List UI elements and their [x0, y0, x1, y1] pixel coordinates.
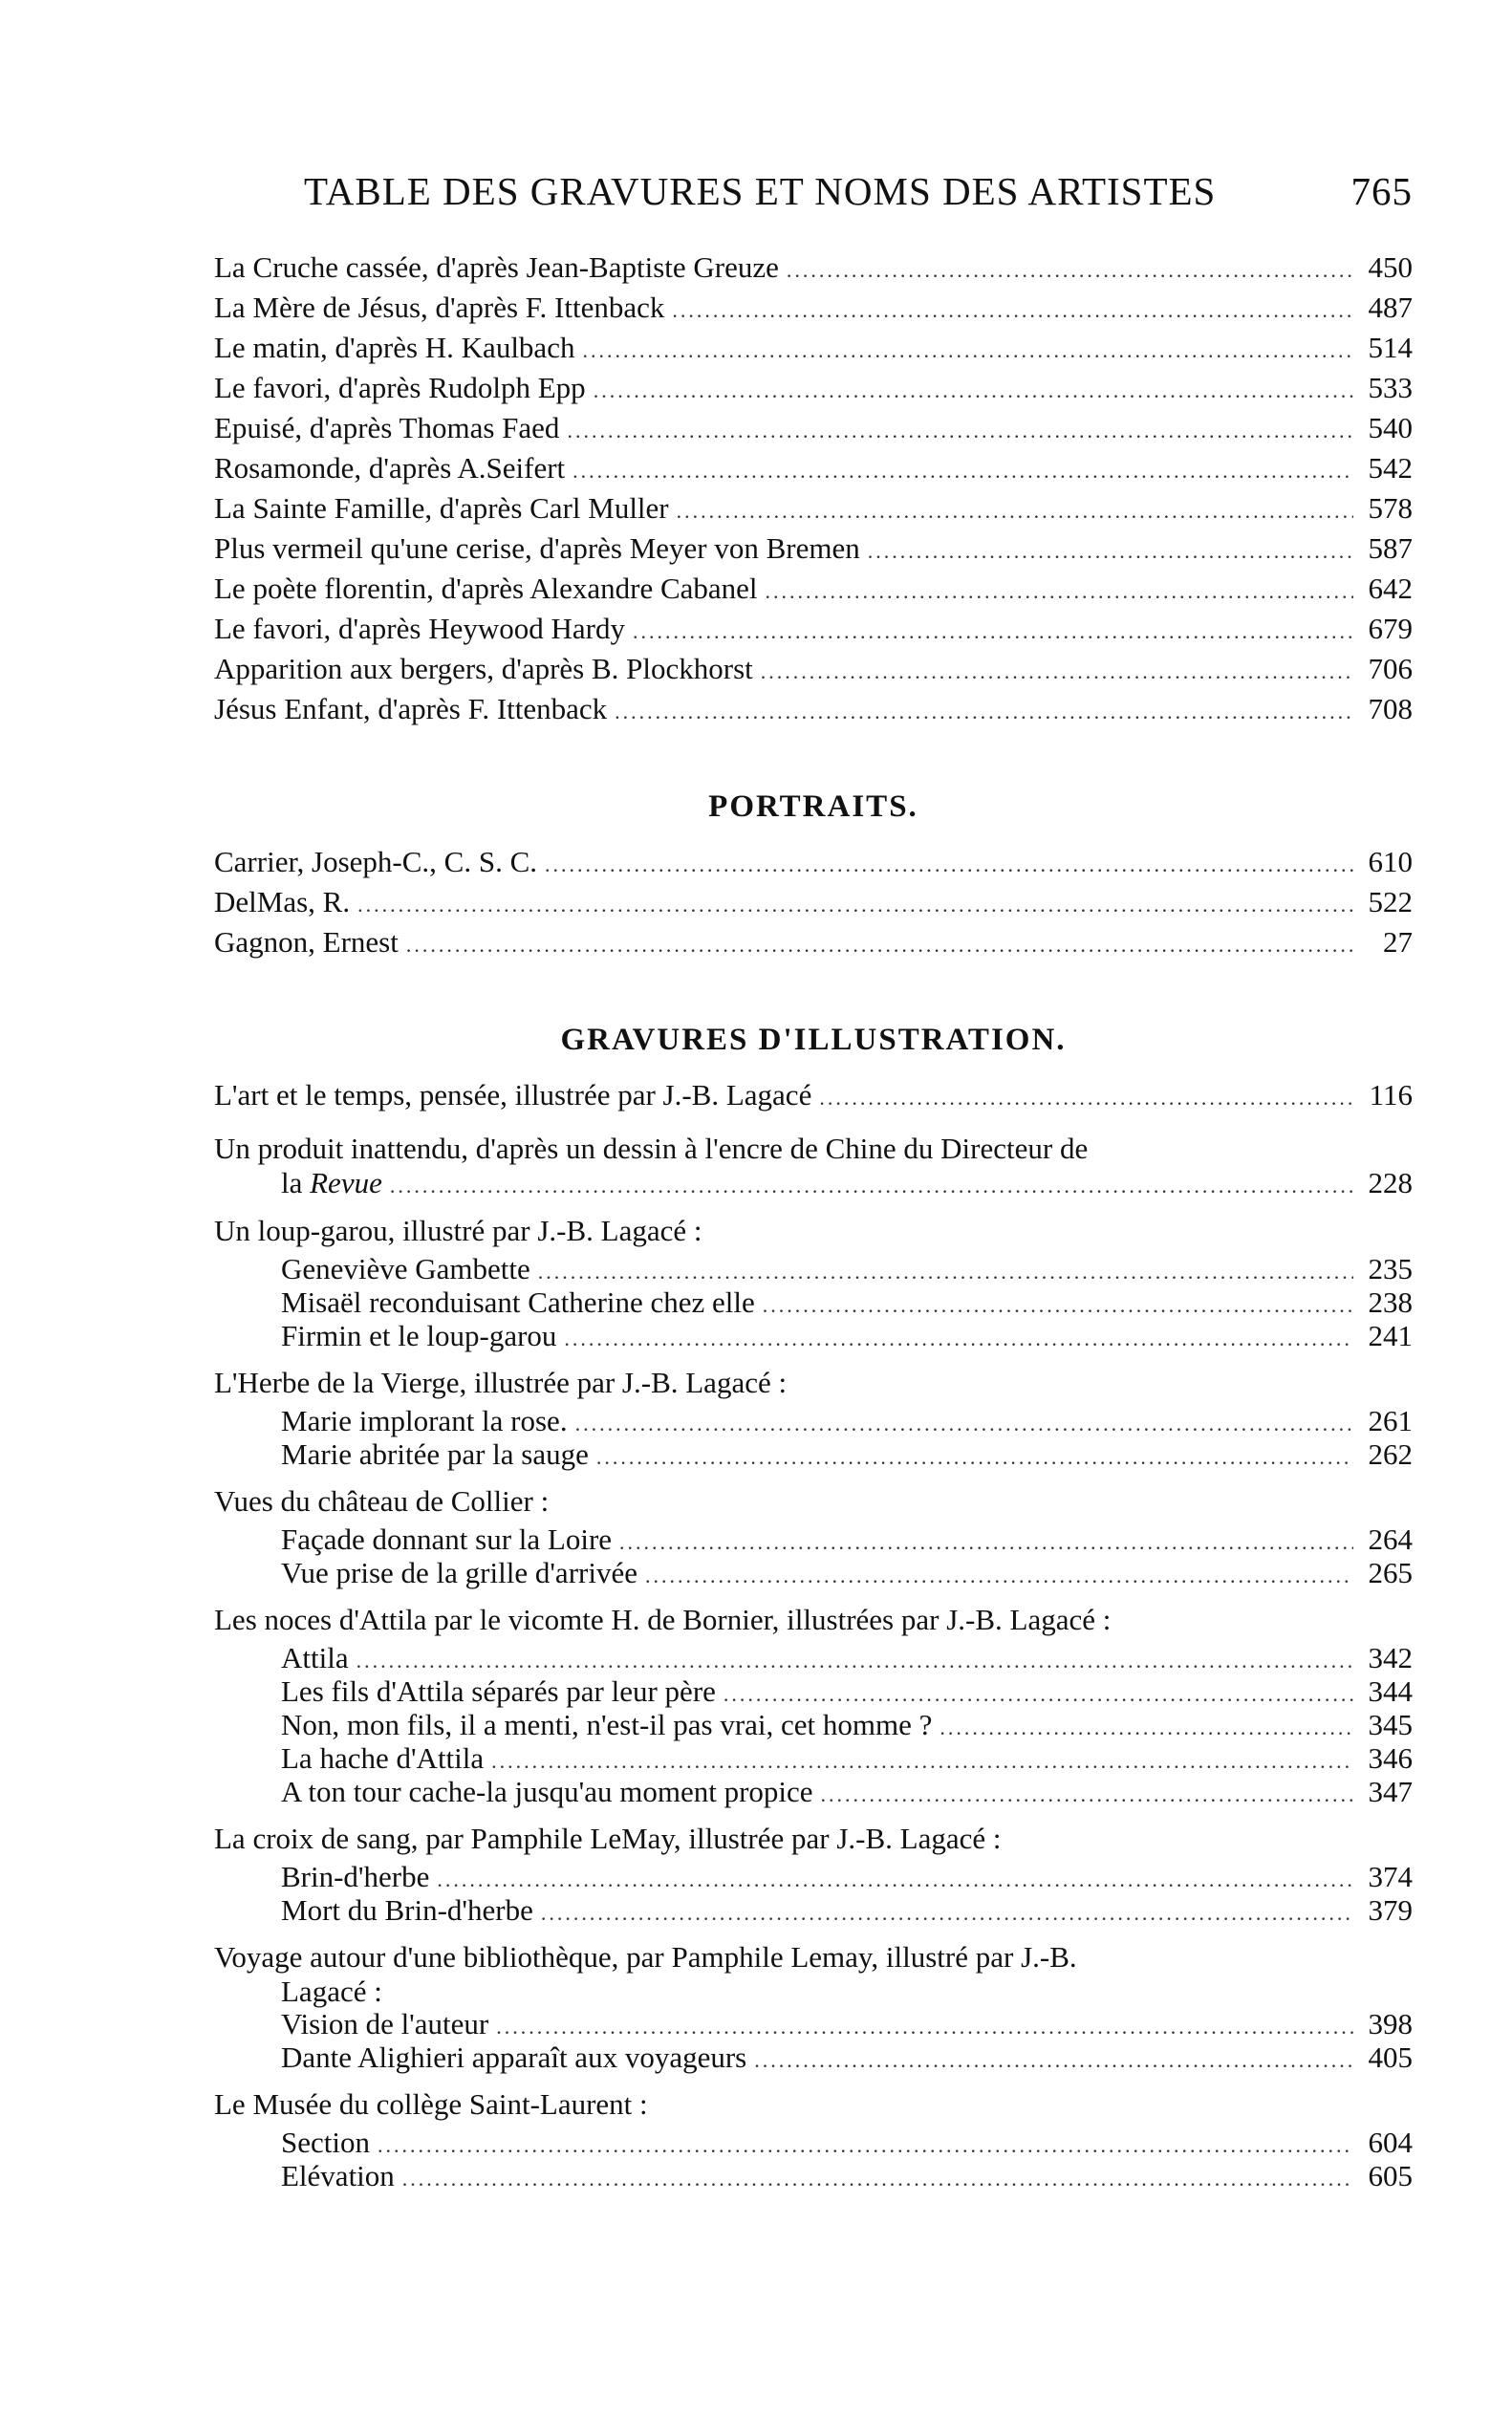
list-item: Elévation ..... 605: [214, 2159, 1413, 2192]
dot-leader: [615, 700, 1353, 724]
dot-leader: [761, 659, 1353, 684]
page-number: 765: [1350, 169, 1413, 213]
dot-leader: [356, 1649, 1353, 1673]
list-group-heading: Le Musée du collège Saint-Laurent :: [214, 2087, 648, 2121]
list-group-heading: Voyage autour d'une bibliothèque, par Pamphile Lemay, illustré par J.-B.: [214, 1940, 1077, 1974]
dot-leader: [754, 2048, 1353, 2073]
list-group-heading: Un loup-garou, illustré par J.-B. Lagacé :: [214, 1214, 702, 1247]
dot-leader: [677, 499, 1353, 524]
list-item: La Mère de Jésus, d'après F. Ittenback ..... 487: [214, 291, 1413, 331]
dot-leader: [787, 258, 1353, 283]
list-item: Carrier, Joseph-C., C. S. C. ..... 610: [214, 845, 1413, 885]
portraits-heading: PORTRAITS.: [708, 789, 918, 824]
list-item: Section ..... 604: [214, 2126, 1413, 2159]
list-item: Marie abritée par la sauge ..... 262: [214, 1437, 1413, 1471]
list-item: Le matin, d'après H. Kaulbach ..... 514: [214, 331, 1413, 371]
list-item: Le favori, d'après Heywood Hardy ..... 679: [214, 612, 1413, 652]
dot-leader: [572, 459, 1353, 484]
dot-leader: [564, 1327, 1353, 1351]
list-item: Le favori, d'après Rudolph Epp ..... 533: [214, 371, 1413, 411]
illustrations-heading: GRAVURES D'ILLUSTRATION.: [560, 1023, 1067, 1057]
list-item: Non, mon fils, il a menti, n'est-il pas vrai, cet homme ? ..... 345: [214, 1708, 1413, 1741]
dot-leader: [724, 1682, 1353, 1707]
list-item: Marie implorant la rose. ..... 261: [214, 1404, 1413, 1437]
dot-leader: [390, 1174, 1353, 1198]
dot-leader: [575, 1412, 1353, 1436]
list-item: la Revue ..... 228: [214, 1166, 1413, 1200]
dot-leader: [538, 1260, 1353, 1285]
list-item: A ton tour cache-la jusqu'au moment propice ..... 347: [214, 1775, 1413, 1808]
list-item: Rosamonde, d'après A.Seifert ..... 542: [214, 451, 1413, 491]
dot-leader: [567, 419, 1353, 443]
list-group-heading: La croix de sang, par Pamphile LeMay, illustrée par J.-B. Lagacé :: [214, 1822, 1002, 1855]
list-item: Mort du Brin-d'herbe ..... 379: [214, 1893, 1413, 1927]
dot-leader: [821, 1782, 1353, 1807]
list-item: Gagnon, Ernest ..... 27: [214, 925, 1413, 965]
list-item: Geneviève Gambette ..... 235: [214, 1252, 1413, 1285]
dot-leader: [766, 579, 1353, 604]
list-item: Façade donnant sur la Loire ..... 264: [214, 1522, 1413, 1556]
dot-leader: [672, 298, 1353, 323]
list-item: La Sainte Famille, d'après Carl Muller ..... 578: [214, 491, 1413, 531]
list-group-heading: Vues du château de Collier :: [214, 1484, 550, 1518]
dot-leader: [582, 338, 1353, 363]
dot-leader: [496, 2015, 1353, 2040]
dot-leader: [437, 1867, 1353, 1892]
running-title: TABLE DES GRAVURES ET NOMS DES ARTISTES: [304, 169, 1217, 213]
dot-leader: [868, 539, 1353, 564]
dot-leader: [491, 1749, 1353, 1774]
dot-leader: [633, 619, 1353, 644]
dot-leader: [402, 2167, 1353, 2191]
list-item: Epuisé, d'après Thomas Faed ..... 540: [214, 411, 1413, 451]
list-item: Brin-d'herbe ..... 374: [214, 1860, 1413, 1893]
dot-leader: [596, 1445, 1353, 1470]
illustrations-list: [214, 1078, 1413, 2192]
table-of-engravings: [214, 250, 1413, 2192]
list-item: Dante Alighieri apparaît aux voyageurs ..... 405: [214, 2040, 1413, 2074]
list-item: L'art et le temps, pensée, illustrée par J.-B. Lagacé ..... 116: [214, 1078, 1413, 1118]
dot-leader: [940, 1716, 1353, 1740]
dot-leader: [541, 1901, 1353, 1926]
list-item: La hache d'Attila ..... 346: [214, 1741, 1413, 1775]
list-group-heading-continued: Lagacé :: [281, 1975, 382, 2008]
dot-leader: [545, 853, 1353, 877]
dot-leader: [406, 933, 1353, 958]
dot-leader: [645, 1564, 1353, 1588]
dot-leader: [763, 1293, 1353, 1318]
list-item: DelMas, R. ..... 522: [214, 885, 1413, 925]
dot-leader: [594, 378, 1353, 403]
list-item: Vue prise de la grille d'arrivée ..... 265: [214, 1556, 1413, 1589]
dot-leader: [619, 1530, 1353, 1555]
list-group-heading: Les noces d'Attila par le vicomte H. de Bornier, illustrées par J.-B. Lagacé :: [214, 1603, 1112, 1636]
page-header: [304, 168, 1413, 214]
engravings-list: [214, 250, 1413, 732]
list-item: Firmin et le loup-garou ..... 241: [214, 1319, 1413, 1352]
list-item: La Cruche cassée, d'après Jean-Baptiste Greuze ..... 450: [214, 250, 1413, 291]
list-item: Les fils d'Attila séparés par leur père ..... 344: [214, 1674, 1413, 1708]
list-item: Jésus Enfant, d'après F. Ittenback ..... 708: [214, 692, 1413, 732]
list-item-heading: Un produit inattendu, d'après un dessin à l'encre de Chine du Directeur de: [214, 1132, 1089, 1165]
dot-leader: [357, 893, 1353, 918]
list-item: Attila ..... 342: [214, 1641, 1413, 1674]
portraits-list: [214, 845, 1413, 965]
list-item: Vision de l'auteur ..... 398: [214, 2007, 1413, 2040]
list-item: Le poète florentin, d'après Alexandre Cabanel ..... 642: [214, 572, 1413, 612]
list-item: Apparition aux bergers, d'après B. Plockhorst ..... 706: [214, 652, 1413, 692]
dot-leader: [378, 2133, 1353, 2158]
list-item: Misaël reconduisant Catherine chez elle ..... 238: [214, 1285, 1413, 1319]
list-group-heading: L'Herbe de la Vierge, illustrée par J.-B. Lagacé :: [214, 1366, 788, 1399]
list-item: Plus vermeil qu'une cerise, d'après Meyer von Bremen ..... 587: [214, 531, 1413, 572]
dot-leader: [819, 1086, 1353, 1111]
